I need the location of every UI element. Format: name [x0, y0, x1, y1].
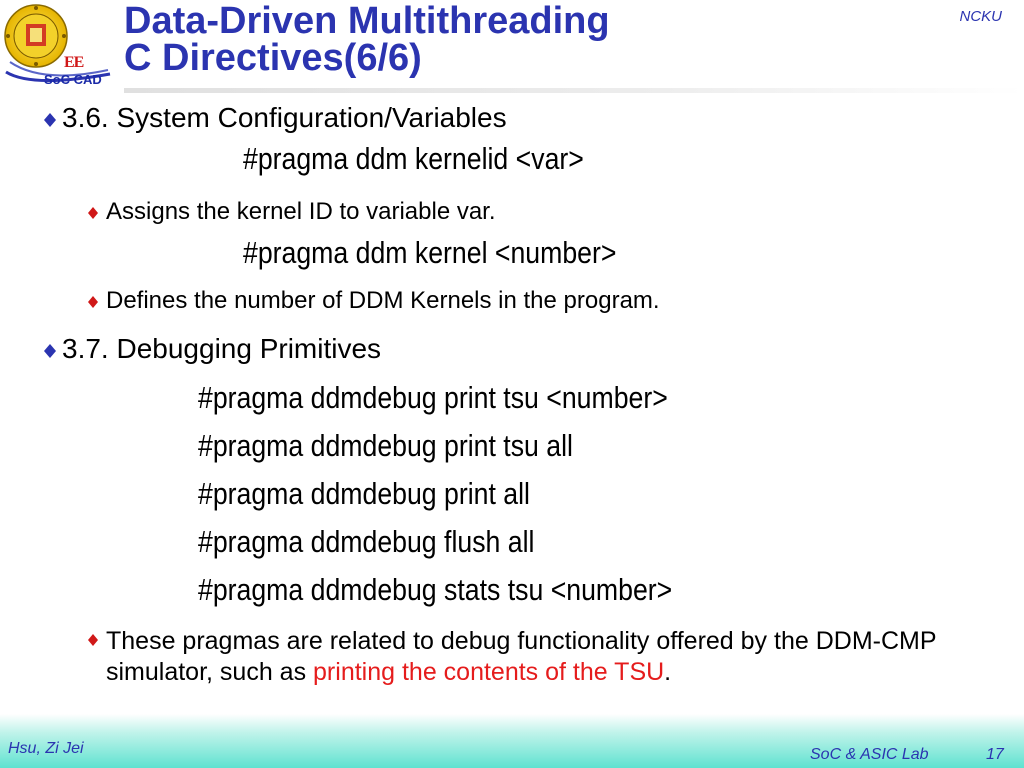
- directive-print-tsu-number: #pragma ddmdebug print tsu <number>: [198, 380, 668, 415]
- bullet-kernel-desc: [88, 287, 660, 315]
- directive-print-all: #pragma ddmdebug print all: [198, 476, 530, 511]
- title-line-1: Data-Driven Multithreading: [124, 0, 610, 42]
- diamond-bullet-icon: [88, 207, 106, 219]
- title-divider: [124, 88, 1024, 93]
- bullet-section-3-6: [44, 102, 507, 134]
- logo-badge: EE: [64, 54, 84, 71]
- diamond-bullet-icon: [44, 113, 62, 127]
- org-label: NCKU: [959, 8, 1002, 25]
- section-3-6-heading: 3.6. System Configuration/Variables: [62, 102, 507, 133]
- debug-note-end: .: [664, 658, 672, 686]
- diamond-bullet-icon: [88, 634, 106, 646]
- bullet-debug-note: [88, 626, 1008, 688]
- logo-label: SoC CAD: [44, 72, 102, 87]
- debug-note-highlight: printing the contents of the TSU: [313, 658, 665, 686]
- debug-note-body: These pragmas are related to debug functionality offered by the DDM-CMP simulator, such as: [106, 627, 937, 686]
- directive-kernel: #pragma ddm kernel <number>: [243, 235, 617, 270]
- directive-flush-all: #pragma ddmdebug flush all: [198, 524, 535, 559]
- title-line-2: C Directives(6/6): [124, 37, 422, 79]
- kernelid-description: Assigns the kernel ID to variable var.: [106, 198, 496, 225]
- slide-title: [124, 0, 844, 79]
- diamond-bullet-icon: [44, 344, 62, 358]
- page-number: 17: [986, 746, 1004, 763]
- directive-print-tsu-all: #pragma ddmdebug print tsu all: [198, 428, 573, 463]
- debug-note-text: [106, 626, 1008, 688]
- kernel-description: Defines the number of DDM Kernels in the program.: [106, 287, 660, 314]
- bullet-section-3-7: [44, 333, 381, 365]
- section-3-7-heading: 3.7. Debugging Primitives: [62, 333, 382, 364]
- logo: [2, 2, 114, 88]
- diamond-bullet-icon: [88, 296, 106, 308]
- directive-kernelid: #pragma ddm kernelid <var>: [243, 141, 584, 176]
- directive-stats-tsu-number: #pragma ddmdebug stats tsu <number>: [198, 572, 673, 607]
- footer-author: Hsu, Zi Jei: [8, 740, 84, 757]
- footer-lab: SoC & ASIC Lab: [810, 746, 929, 763]
- bullet-kernelid-desc: [88, 198, 496, 226]
